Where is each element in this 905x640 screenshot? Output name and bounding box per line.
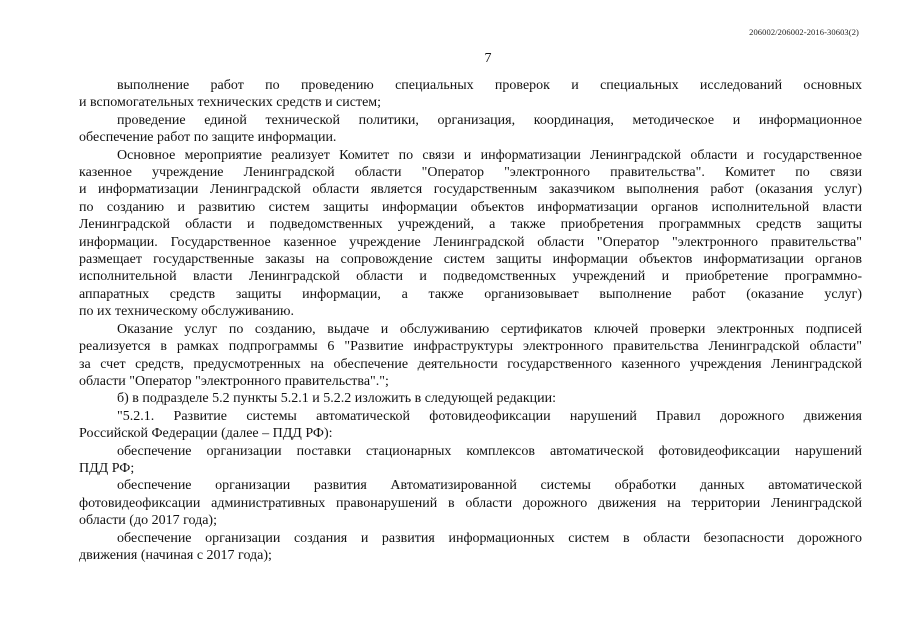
text-line: информации. Государственное казенное учреждение Ленинградской области "Оператор "электронного правительства" — [79, 234, 862, 250]
text-line: "5.2.1. Развитие системы автоматической фотовидеофиксации нарушений Правил дорожного движения — [117, 408, 862, 424]
text-line: Ленинградской области и подведомственных учреждений, а также приобретения программных средств защиты — [79, 217, 862, 233]
text-line: аппаратных средств защиты информации, а также организовывает выполнение работ (оказание услуг) — [79, 286, 862, 302]
text-line: б) в подразделе 5.2 пункты 5.2.1 и 5.2.2 изложить в следующей редакции: — [117, 391, 557, 407]
text-line: обеспечение организации развития Автоматизированной системы обработки данных автоматической — [117, 478, 862, 494]
document-body — [79, 77, 862, 564]
text-line: области "Оператор "электронного правительства"."; — [79, 373, 389, 389]
text-line: Основное мероприятие реализует Комитет по связи и информатизации Ленинградской области и государственное — [117, 147, 862, 163]
document-id: 206002/206002-2016-30603(2) — [749, 27, 859, 37]
text-line: ПДД РФ; — [79, 460, 135, 476]
paragraph — [79, 408, 862, 443]
paragraph — [79, 443, 862, 478]
paragraph — [79, 112, 862, 147]
page-number: 7 — [484, 51, 492, 66]
text-line: выполнение работ по проведению специальных проверок и специальных исследований основных — [117, 78, 862, 93]
text-line: по их техническому обслуживанию. — [79, 304, 295, 320]
paragraph — [79, 77, 862, 112]
text-line: обеспечение организации поставки стационарных комплексов автоматической фотовидеофиксации нарушений — [117, 443, 862, 459]
paragraph — [79, 530, 862, 565]
text-line: за счет средств, предусмотренных на обеспечение деятельности государственного казенного учреждения Ленинградской — [79, 356, 862, 372]
paragraph — [79, 477, 862, 529]
text-line: обеспечение организации создания и развития информационных систем в области безопасности дорожного — [117, 530, 862, 546]
paragraph — [79, 147, 862, 321]
paragraph — [79, 390, 862, 407]
text-line: обеспечение работ по защите информации. — [79, 130, 337, 146]
paragraph — [79, 321, 862, 391]
text-line: Оказание услуг по созданию, выдаче и обслуживанию сертификатов ключей проверки электронных подписей — [117, 321, 862, 337]
text-line: по созданию и развитию систем защиты информации объектов информатизации органов исполнительной власти — [79, 199, 862, 215]
text-line: казенное учреждение Ленинградской области "Оператор "электронного правительства". Комитет по связи — [79, 165, 862, 181]
text-line: реализуется в рамках подпрограммы 6 "Развитие инфраструктуры электронного правительства Ленинградской области" — [79, 339, 862, 355]
text-line: движения (начиная с 2017 года); — [79, 547, 272, 563]
text-line: и информатизации Ленинградской области является государственным заказчиком выполнения работ (оказания услуг) — [79, 182, 862, 198]
text-line: фотовидеофиксации административных правонарушений в области дорожного движения на территории Ленинградской — [79, 495, 862, 511]
text-line: исполнительной власти Ленинградской области и подведомственных учреждений и приобретение программно- — [79, 269, 862, 285]
text-line: размещает государственные заказы на сопровождение систем защиты информации объектов информатизации органов — [79, 252, 862, 268]
text-line: проведение единой технической политики, организация, координация, методическое и информационное — [117, 112, 862, 128]
text-line: Российской Федерации (далее – ПДД РФ): — [79, 426, 333, 442]
text-line: и вспомогательных технических средств и систем; — [79, 95, 382, 111]
text-line: области (до 2017 года); — [79, 513, 217, 529]
